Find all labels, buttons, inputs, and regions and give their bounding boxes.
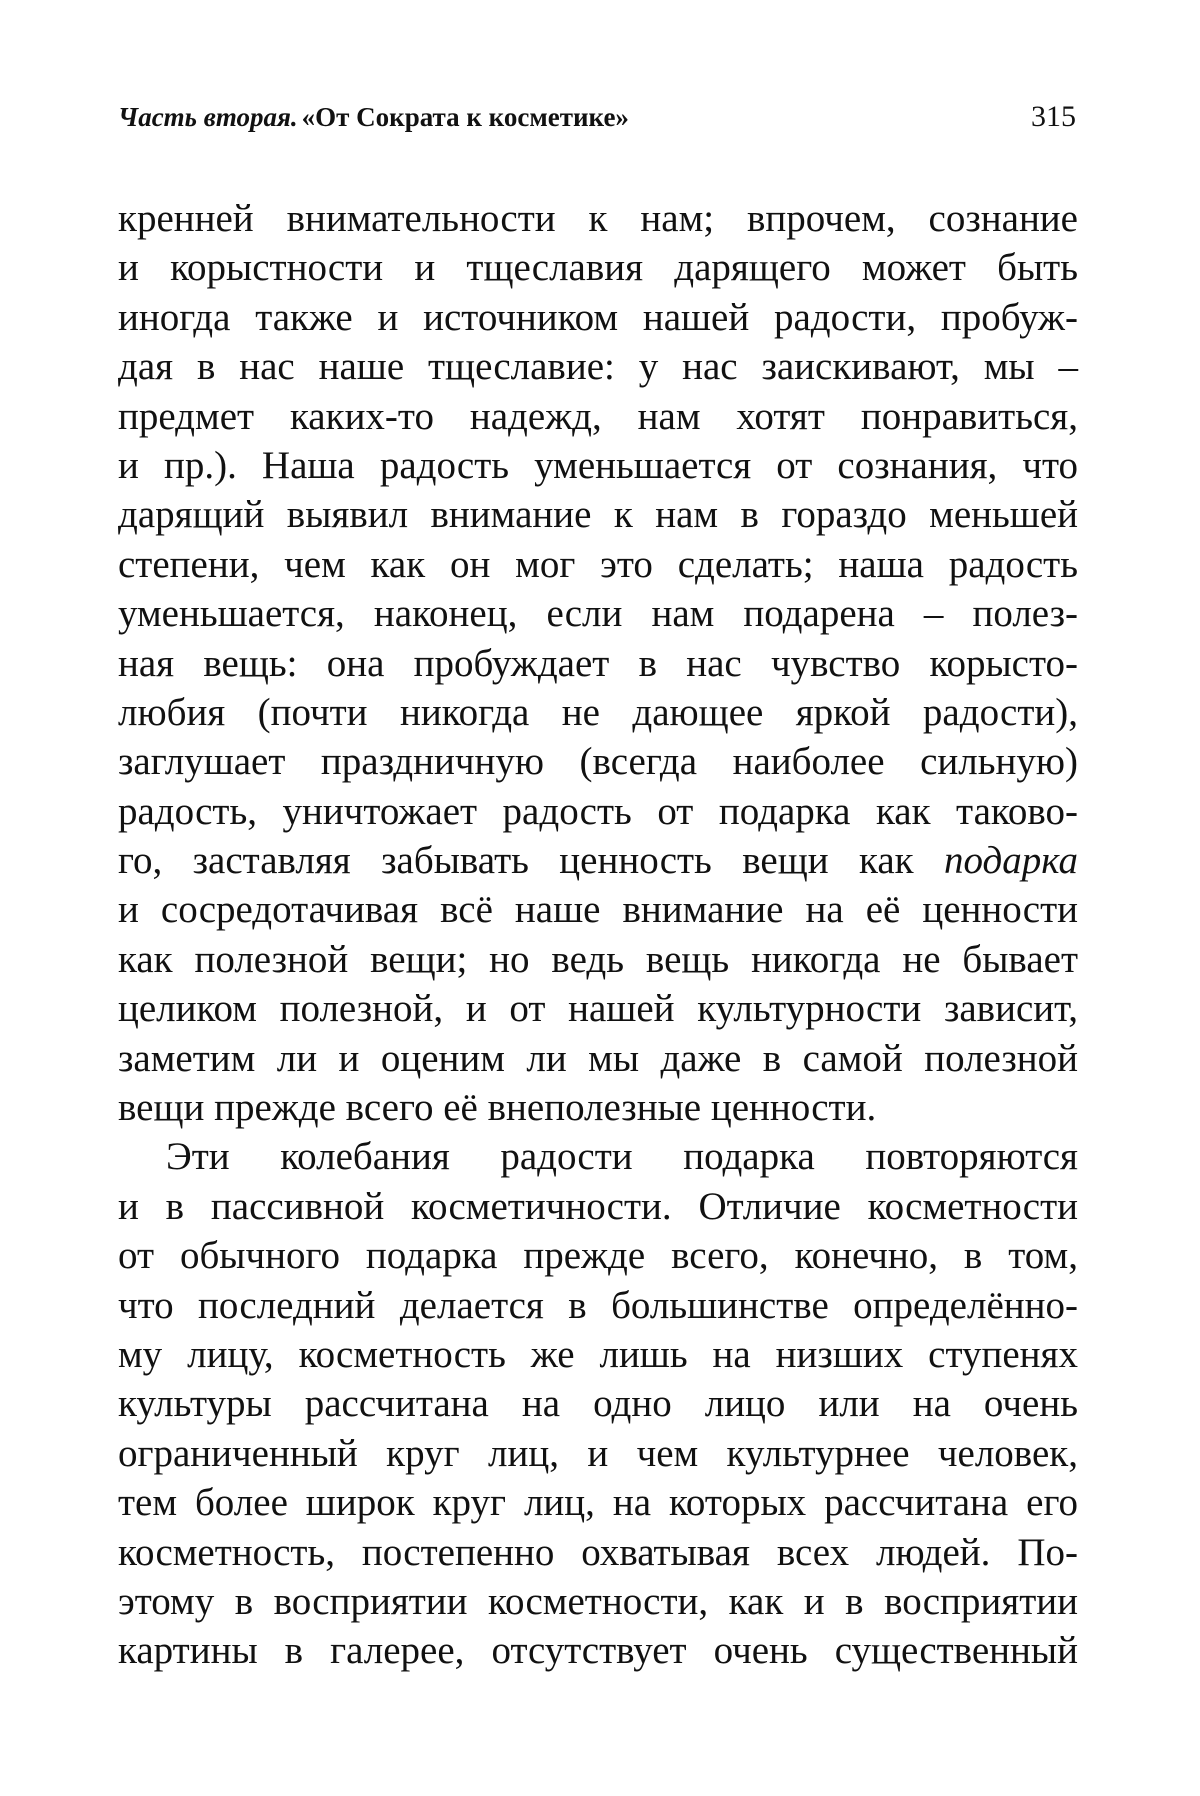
- italic-word: подарка: [944, 839, 1078, 883]
- text-line: ная вещь: она пробуждает в нас чувство корысто-: [118, 641, 1078, 685]
- text-line: тем более широк круг лиц, на которых рассчитана его: [118, 1481, 1078, 1525]
- text-line: заглушает праздничную (всегда наиболее сильную): [118, 740, 1078, 784]
- text-line: иногда также и источником нашей радости, пробуж-: [118, 295, 1078, 339]
- text-line: ограниченный круг лиц, и чем культурнее человек,: [118, 1431, 1078, 1475]
- running-header: [118, 100, 1078, 148]
- text-segment: го, заставляя забывать ценность вещи как: [118, 839, 944, 883]
- text-line: косметность, постепенно охватывая всех людей. По-: [118, 1530, 1078, 1574]
- text-line: дая в нас наше тщеславие: у нас заискивают, мы –: [118, 345, 1078, 389]
- text-line: культуры рассчитана на одно лицо или на очень: [118, 1382, 1078, 1426]
- text-line: уменьшается, наконец, если нам подарена – полез-: [118, 592, 1078, 636]
- text-line: целиком полезной, и от нашей культурности зависит,: [118, 987, 1078, 1031]
- text-line: этому в восприятии косметности, как и в восприятии: [118, 1579, 1078, 1623]
- text-line: и пр.). Наша радость уменьшается от сознания, что: [118, 443, 1078, 487]
- text-line: радость, уничтожает радость от подарка как таково-: [118, 789, 1078, 833]
- text-line: предмет каких-то надежд, нам хотят понравиться,: [118, 394, 1078, 438]
- text-line: и корыстности и тщеславия дарящего может быть: [118, 246, 1078, 290]
- text-line: му лицу, косметность же лишь на низших ступенях: [118, 1332, 1078, 1376]
- text-line: и в пассивной косметичности. Отличие косметности: [118, 1184, 1078, 1228]
- paragraph: [118, 1132, 1078, 1675]
- text-line: от обычного подарка прежде всего, конечно, в том,: [118, 1234, 1078, 1278]
- page-number: 315: [1031, 100, 1076, 133]
- book-page: [118, 100, 1078, 1676]
- text-line: заметим ли и оценим ли мы даже в самой полезной: [118, 1036, 1078, 1080]
- body-text: [118, 194, 1078, 1676]
- paragraph-continued: [118, 194, 1078, 1132]
- text-line: и сосредотачивая всё наше внимание на её ценности: [118, 888, 1078, 932]
- part-title: «От Сократа к косметике»: [301, 102, 629, 132]
- part-label: Часть вторая.: [118, 102, 298, 132]
- text-line: картины в галерее, отсутствует очень существенный: [118, 1629, 1078, 1673]
- text-line: как полезной вещи; но ведь вещь никогда не бывает: [118, 937, 1078, 981]
- text-line: что последний делается в большинстве определённо-: [118, 1283, 1078, 1327]
- running-header-title: [118, 102, 629, 133]
- text-line: кренней внимательности к нам; впрочем, сознание: [118, 197, 1078, 240]
- text-line: дарящий выявил внимание к нам в гораздо меньшей: [118, 493, 1078, 537]
- text-line-with-italic: [118, 836, 1078, 885]
- text-line: любия (почти никогда не дающее яркой радости),: [118, 690, 1078, 734]
- text-line: степени, чем как он мог это сделать; наша радость: [118, 542, 1078, 586]
- text-line: вещи прежде всего её внеполезные ценности.: [118, 1086, 877, 1130]
- text-line: Эти колебания радости подарка повторяются: [166, 1135, 1078, 1179]
